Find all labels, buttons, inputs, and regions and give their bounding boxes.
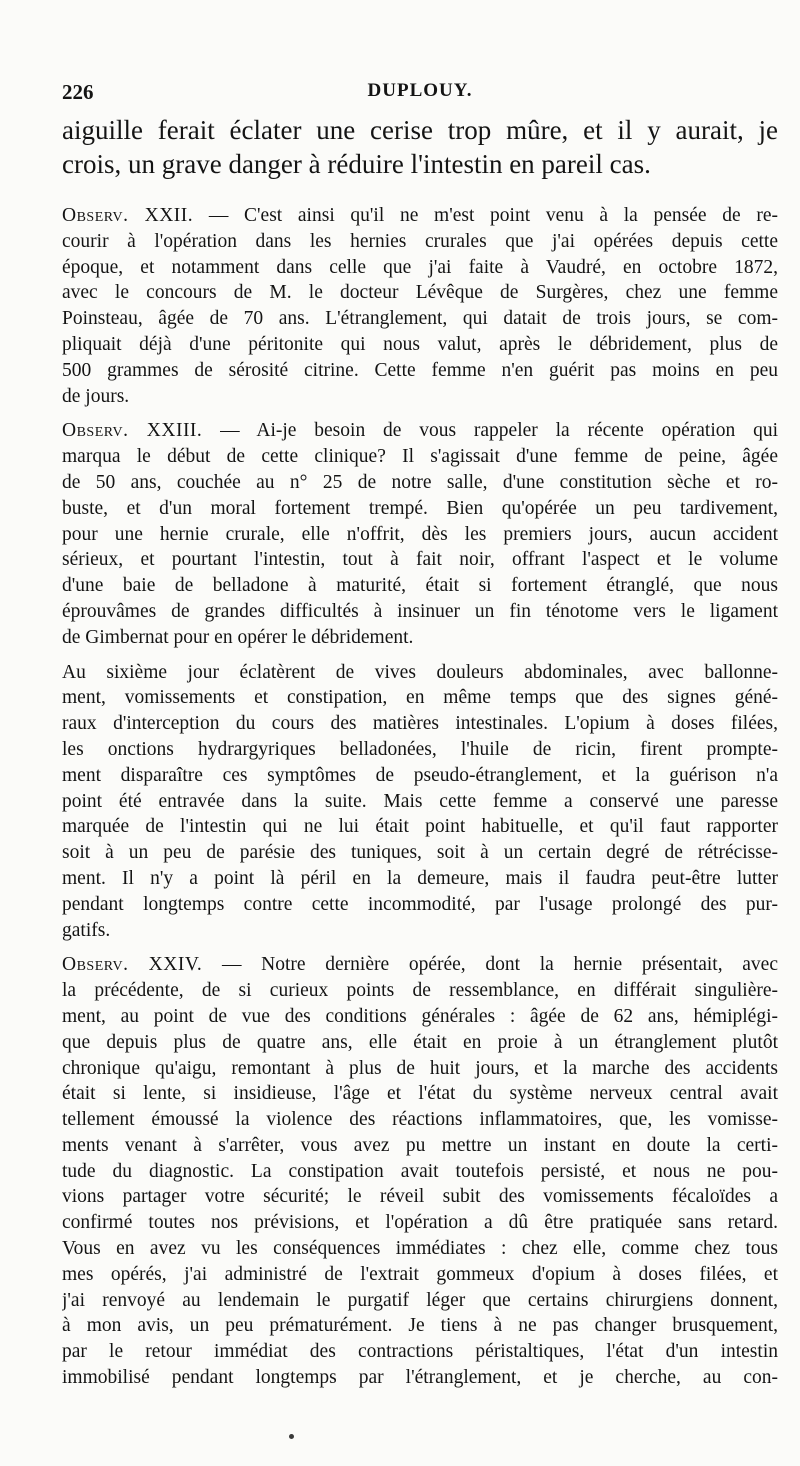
text-line: d'une baie de belladone à maturité, était si fortement étranglé, que nous	[62, 575, 778, 597]
text-line: 500 grammes de sérosité citrine. Cette femme n'en guérit pas moins en peu	[62, 359, 778, 381]
opening-paragraph	[62, 113, 778, 181]
text-line: tude du diagnostic. La constipation avait toutefois persisté, et nous ne pou-	[62, 1160, 778, 1182]
observation-label: Observ. XXIV.	[62, 954, 203, 976]
text-line: crois, un grave danger à réduire l'intestin en pareil cas.	[62, 149, 651, 179]
text-line: époque, et notamment dans celle que j'ai faite à Vaudré, en octobre 1872,	[62, 256, 778, 278]
observation-24	[62, 952, 778, 1391]
text-line: que depuis plus de quatre ans, elle était en proie à un étranglement plutôt	[62, 1031, 778, 1053]
text-line: Poinsteau, âgée de 70 ans. L'étranglement, qui datait de trois jours, se com-	[62, 308, 778, 330]
observation-22	[62, 203, 778, 409]
text-line: sérieux, et pourtant l'intestin, tout à fait noir, offrant l'aspect et le volume	[62, 549, 778, 571]
text-line: gatifs.	[62, 919, 111, 941]
text-line: raux d'interception du cours des matières intestinales. L'opium à doses filées,	[62, 713, 778, 735]
text-line: point été entravée dans la suite. Mais cette femme a conservé une paresse	[62, 790, 778, 812]
running-title: DUPLOUY.	[367, 80, 473, 101]
page-body	[62, 113, 778, 1400]
text-line: vions partager votre sécurité; le réveil subit des vomissements fécaloïdes a	[62, 1186, 778, 1208]
text-line: était si lente, si insidieuse, l'âge et l'état du système nerveux central avait	[62, 1083, 778, 1105]
ink-speck	[289, 1434, 294, 1439]
text-line: courir à l'opération dans les hernies crurales que j'ai opérées depuis cette	[62, 230, 778, 252]
text-line: par le retour immédiat des contractions péristaltiques, l'état d'un intestin	[62, 1341, 778, 1363]
running-header	[62, 80, 778, 110]
page-number: 226	[62, 80, 94, 104]
observation-label: Observ. XXIII.	[62, 420, 203, 442]
text-line: tellement émoussé la violence des réactions inflammatoires, que, les vomisse-	[62, 1109, 778, 1131]
text-line: chronique qu'aigu, remontant à plus de huit jours, et la marche des accidents	[62, 1057, 778, 1079]
text-line: avec le concours de M. le docteur Lévêque de Surgères, chez une femme	[62, 282, 778, 304]
text-line: ment, vomissements et constipation, en même temps que des signes géné-	[62, 687, 778, 709]
text-line-content: — Notre dernière opérée, dont la hernie présentait, avec	[202, 954, 778, 976]
observation-label: Observ. XXII.	[62, 205, 194, 226]
text-line: marquée de l'intestin qui ne lui était point habituelle, et qu'il faut rapporter	[62, 816, 778, 838]
text-line: les onctions hydrargyriques belladonées, l'huile de ricin, firent prompte-	[62, 738, 778, 760]
text-line: ment, au point de vue des conditions générales : âgée de 62 ans, hémiplégi-	[62, 1005, 778, 1027]
text-line: confirmé toutes nos prévisions, et l'opération a dû être pratiquée sans retard.	[62, 1212, 778, 1234]
text-line	[62, 952, 778, 978]
text-line: ment. Il n'y a point là péril en la demeure, mais il faudra peut-être lutter	[62, 867, 778, 889]
text-line: soit à un peu de parésie des tuniques, soit à un certain degré de rétrécisse-	[62, 842, 778, 864]
text-line: de Gimbernat pour en opérer le débridement.	[62, 626, 414, 648]
text-line: ments venant à s'arrêter, vous avez pu mettre un instant en doute la certi-	[62, 1134, 778, 1156]
text-line	[62, 203, 778, 229]
text-line: de jours.	[62, 385, 130, 407]
text-line: à mon avis, un peu prématurément. Je tiens à ne pas changer brusquement,	[62, 1315, 778, 1337]
text-line: aiguille ferait éclater une cerise trop mûre, et il y aurait, je	[62, 115, 778, 145]
observation-23	[62, 418, 778, 650]
text-line-content: — Ai-je besoin de vous rappeler la récente opération qui	[202, 420, 778, 442]
text-line: pliquait déjà d'une péritonite qui nous valut, après le débridement, plus de	[62, 333, 778, 355]
text-line: immobilisé pendant longtemps par l'étranglement, et je cherche, au con-	[62, 1367, 778, 1389]
text-line: j'ai renvoyé au lendemain le purgatif léger que certains chirurgiens donnent,	[62, 1289, 778, 1311]
text-line: Au sixième jour éclatèrent de vives douleurs abdominales, avec ballonne-	[62, 661, 778, 683]
text-line: Vous en avez vu les conséquences immédiates : chez elle, comme chez tous	[62, 1238, 778, 1260]
text-line: de 50 ans, couchée au n° 25 de notre salle, d'une constitution sèche et ro-	[62, 471, 778, 493]
text-line: pendant longtemps contre cette incommodité, par l'usage prolongé des pur-	[62, 893, 778, 915]
text-line: ment disparaître ces symptômes de pseudo-étranglement, et la guérison n'a	[62, 764, 778, 786]
text-line: pour une hernie crurale, elle n'offrit, dès les premiers jours, aucun accident	[62, 523, 778, 545]
text-line-content: — C'est ainsi qu'il ne m'est point venu à la pensée de re-	[193, 205, 778, 226]
text-line	[62, 418, 778, 444]
text-line: buste, et d'un moral fortement trempé. Bien qu'opérée un peu tardivement,	[62, 497, 778, 519]
text-line: la précédente, de si curieux points de ressemblance, en différait singulière-	[62, 980, 778, 1002]
text-line: mes opérés, j'ai administré de l'extrait gommeux d'opium à doses filées, et	[62, 1263, 778, 1285]
text-line: éprouvâmes de grandes difficultés à insinuer un fin ténotome vers le ligament	[62, 600, 778, 622]
paragraph-sixth-day	[62, 660, 778, 944]
text-line: marqua le début de cette clinique? Il s'agissait d'une femme de peine, âgée	[62, 446, 778, 468]
